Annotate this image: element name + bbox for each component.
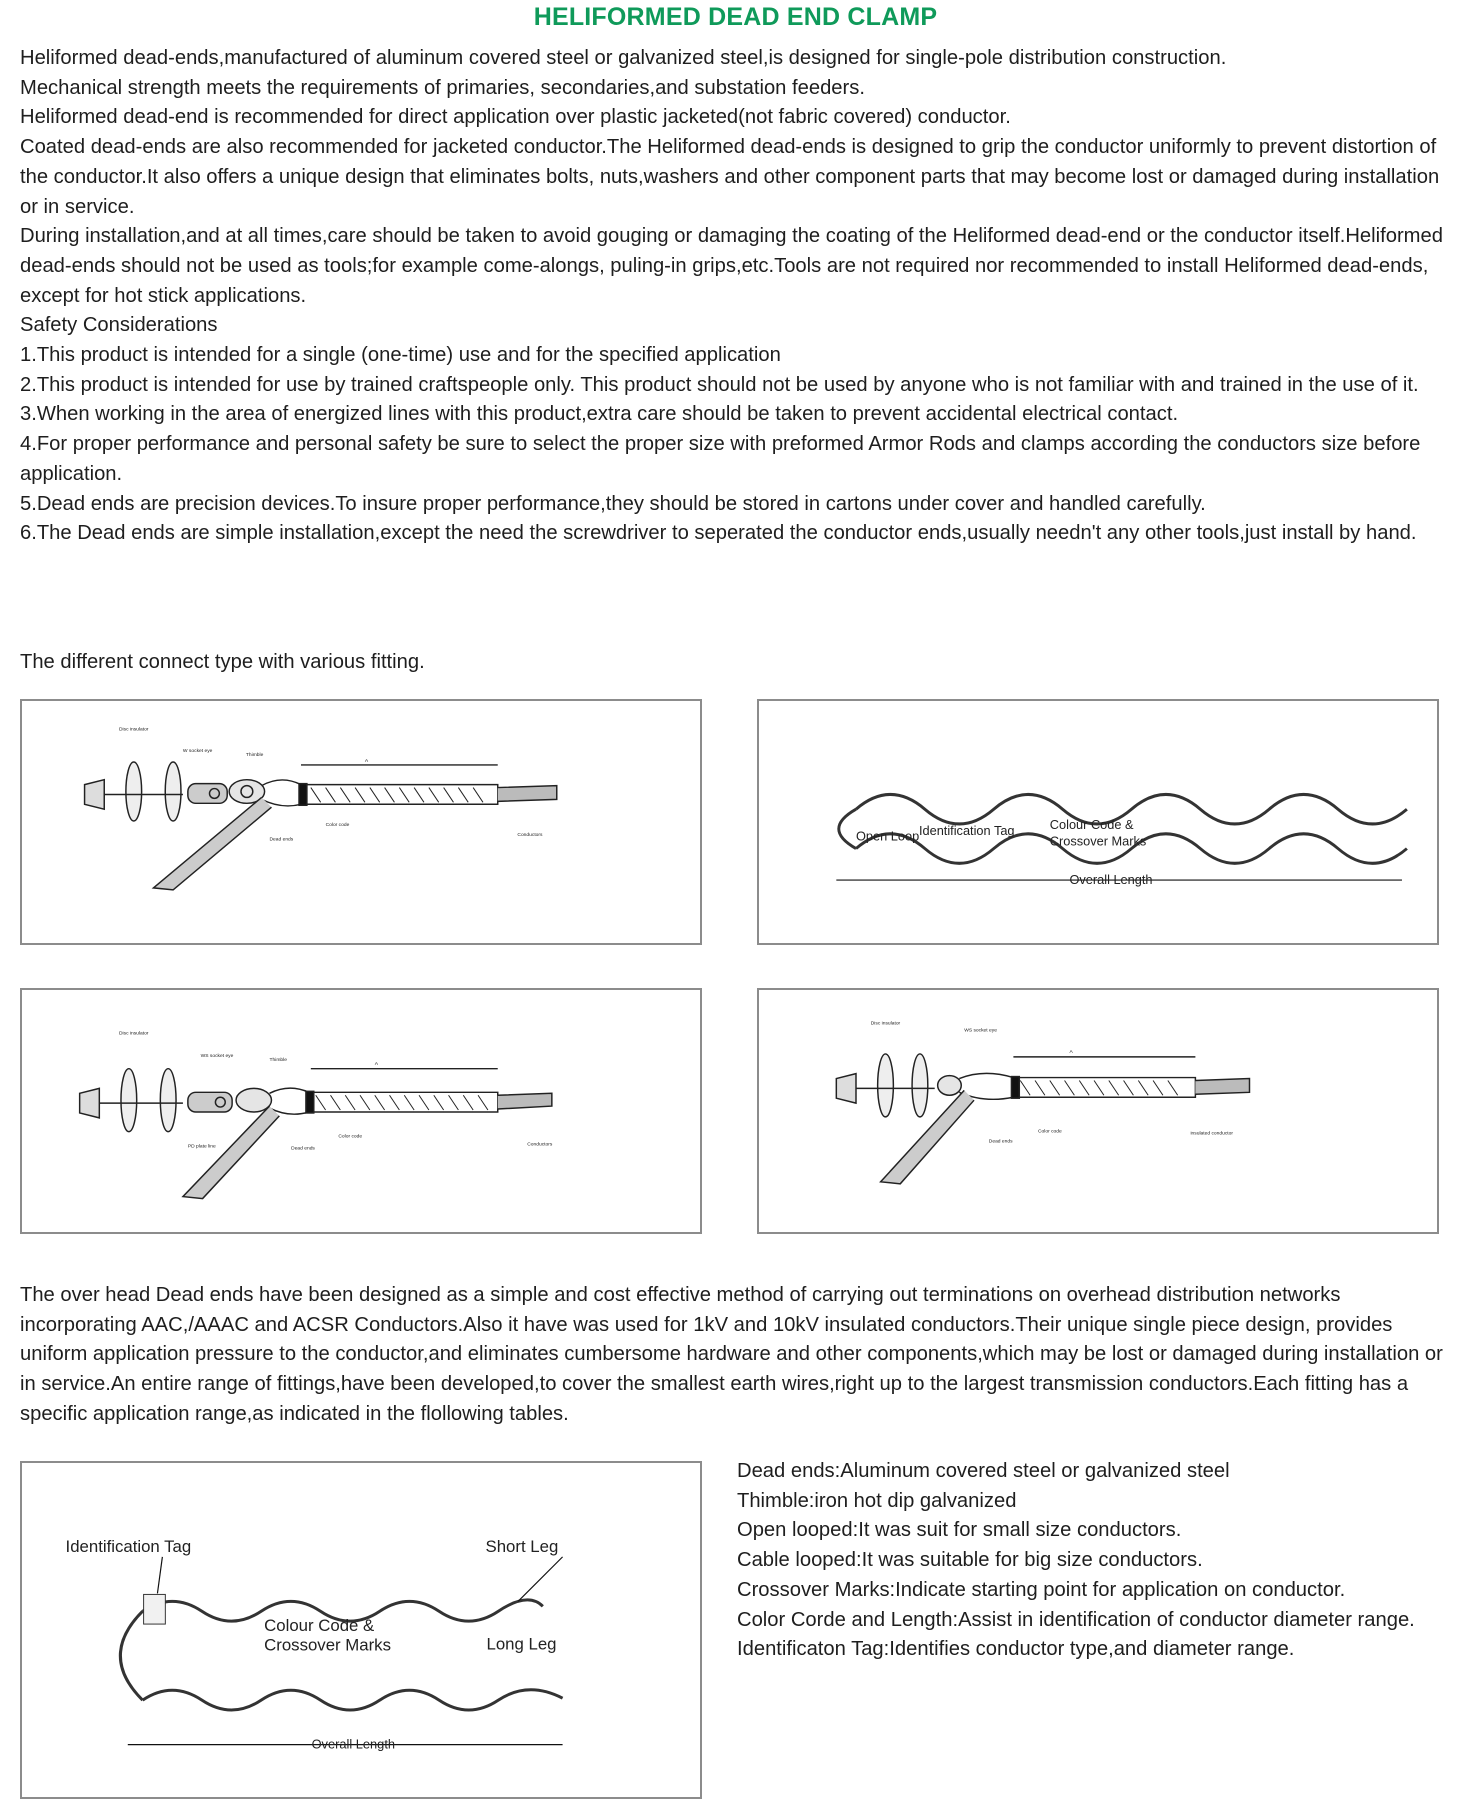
label-dimension-a: A	[1069, 1049, 1073, 1055]
dead-end-diagram-4	[759, 990, 1437, 1232]
label-colour-code: Colour Code &	[1049, 816, 1134, 832]
label-crossover-marks: Crossover Marks	[1049, 833, 1147, 849]
intro-text	[20, 44, 1460, 549]
label-socket-eye: W socket eye	[182, 749, 213, 755]
intro-paragraph: During installation,and at all times,care should be taken to avoid gouging or damaging the coating of the Heliformed dead-end or the conductor itself.Heliformed dead-ends should not be used as tools;for example come-alongs, puling-in grips,etc.Tools are not required nor recommended to install Heliformed dead-ends, except for hot stick applications.	[20, 225, 1443, 307]
safety-item: 3.When working in the area of energized lines with this product,extra care should be taken to prevent accidental electrical contact.	[20, 403, 1179, 426]
label-socket-eye: WS socket eye	[200, 1053, 234, 1059]
safety-item: 6.The Dead ends are simple installation,except the need the screwdriver to seperated the conductor ends,usually needn't any other tools,just install by hand.	[20, 522, 1417, 545]
label-identification-tag: Identification Tag	[65, 1536, 192, 1556]
label-overall-length: Overall Length	[1069, 871, 1153, 887]
description-paragraph: The over head Dead ends have been designed as a simple and cost effective method of carrying out terminations on overhead distribution networks incorporating AAC,/AAAC and ACSR Conductors.Also it have was used for 1kV and 10kV insulated conductors.Their unique single piece design, provides uniform application pressure to the conductor,and eliminates cumbersome hardware and other components,which may be lost or damaged during installation or in service.An entire range of fittings,have been developed,to cover the smallest earth wires,right up to the largest transmission conductors.Each fitting has a specific application range,as indicated in the flollowing tables.	[20, 1284, 1443, 1425]
label-long-leg: Long Leg	[486, 1634, 557, 1654]
label-socket-eye: WS socket eye	[964, 1028, 997, 1034]
label-overall-length: Overall Length	[311, 1736, 396, 1752]
open-loop-diagram	[759, 701, 1437, 943]
label-thimble: Thimble	[269, 1057, 287, 1063]
figure-disc-insulator-socket-eye	[20, 699, 702, 945]
label-color-code: Color code	[1037, 1129, 1062, 1135]
label-dimension-a: A	[364, 758, 369, 764]
label-dimension-a: A	[374, 1061, 379, 1067]
legend-item: Dead ends:Aluminum covered steel or galvanized steel	[737, 1460, 1230, 1482]
figure-open-loop	[757, 699, 1439, 945]
label-disc-insulator: Disc insulator	[119, 1031, 149, 1037]
safety-item: 4.For proper performance and personal safety be sure to select the proper size with preformed Armor Rods and clamps according the conductors size before application.	[20, 433, 1421, 485]
label-thimble: Thimble	[245, 753, 264, 759]
label-colour-code: Colour Code &	[264, 1615, 375, 1635]
label-plate-line: PD plate line	[187, 1144, 216, 1150]
label-open-loop: Open Loop	[856, 828, 920, 844]
intro-paragraph: Mechanical strength meets the requirements of primaries, secondaries,and substation feeders.	[20, 76, 865, 99]
safety-item: 5.Dead ends are precision devices.To insure proper performance,they should be stored in cartons under cover and handled carefully.	[20, 492, 1206, 515]
label-dead-ends: Dead ends	[988, 1139, 1013, 1145]
safety-heading: Safety Considerations	[20, 314, 218, 337]
intro-paragraph: Heliformed dead-ends,manufactured of aluminum covered steel or galvanized steel,is designed for single-pole distribution construction.	[20, 47, 1227, 69]
safety-item: 2.This product is intended for use by trained craftspeople only. This product should not be used by anyone who is not familiar with and trained in the use of it.	[20, 373, 1419, 396]
label-dead-ends: Dead ends	[291, 1146, 315, 1152]
label-insulated-conductor: insulated conductor	[1190, 1131, 1234, 1137]
intro-paragraph: Heliformed dead-end is recommended for direct application over plastic jacketed(not fabric covered) conductor.	[20, 106, 1011, 129]
connect-types-lead: The different connect type with various fitting.	[20, 651, 425, 673]
label-identification-tag: Identification Tag	[918, 822, 1015, 838]
dead-end-diagram-3	[22, 990, 700, 1232]
label-conductors: Conductors	[517, 832, 543, 838]
legend-item: Crossover Marks:Indicate starting point for application on conductor.	[737, 1578, 1346, 1601]
dead-end-legs-diagram	[22, 1463, 700, 1797]
label-color-code: Color code	[338, 1134, 363, 1140]
label-disc-insulator: Disc insulator	[119, 727, 149, 733]
legend-item: Color Corde and Length:Assist in identification of conductor diameter range.	[737, 1608, 1415, 1631]
label-crossover-marks: Crossover Marks	[264, 1635, 391, 1655]
label-short-leg: Short Leg	[485, 1536, 559, 1556]
intro-paragraph: Coated dead-ends are also recommended for jacketed conductor.The Heliformed dead-ends is designed to grip the conductor uniformly to prevent distortion of the conductor.It also offers a unique design that eliminates bolts, nuts,washers and other component parts that may become lost or damaged during installation or in service.	[20, 136, 1440, 218]
dead-end-diagram-1	[22, 701, 700, 943]
legend-item: Thimble:iron hot dip galvanized	[737, 1489, 1017, 1512]
label-dead-ends: Dead ends	[269, 837, 294, 843]
legend-item: Cable looped:It was suitable for big size conductors.	[737, 1549, 1203, 1572]
label-conductors: Conductors	[527, 1142, 553, 1148]
figure-dead-end-legs	[20, 1461, 702, 1799]
legend-item: Identificaton Tag:Identifies conductor type,and diameter range.	[737, 1638, 1295, 1661]
figure-insulated-conductor	[757, 988, 1439, 1234]
safety-item: 1.This product is intended for a single (one-time) use and for the specified application	[20, 344, 781, 367]
label-color-code: Color code	[325, 822, 350, 828]
figure-plate-fitting	[20, 988, 702, 1234]
page-title: HELIFORMED DEAD END CLAMP	[533, 3, 938, 31]
label-disc-insulator: Disc insulator	[870, 1021, 901, 1027]
component-legend	[737, 1457, 1457, 1665]
legend-item: Open looped:It was suit for small size conductors.	[737, 1519, 1182, 1542]
